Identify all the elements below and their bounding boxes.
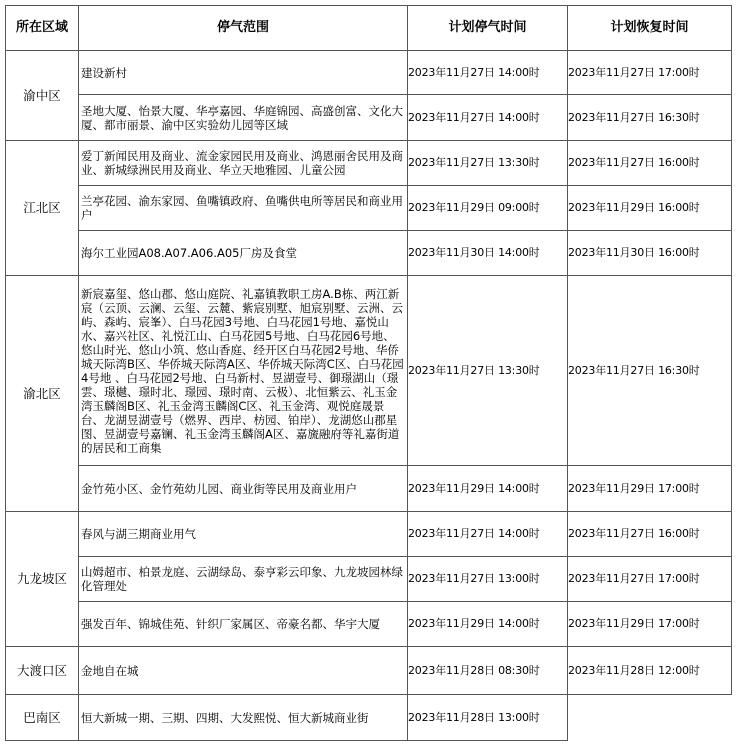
area-cell: 江北区: [6, 141, 79, 276]
area-cell: 巴南区: [6, 695, 79, 741]
table-row: [6, 231, 732, 276]
end-time-cell: 2023年11月30日 16:00时: [568, 231, 732, 276]
table-row: [6, 512, 732, 557]
table-row: [6, 95, 732, 141]
end-time-cell: 2023年11月27日 17:00时: [568, 51, 732, 95]
header-start-time: 计划停气时间: [408, 6, 568, 51]
start-time-cell: 2023年11月29日 14:00时: [408, 466, 568, 512]
end-time-cell: 2023年11月28日 12:00时: [568, 647, 732, 695]
end-time-cell: 2023年11月29日 16:00时: [568, 186, 732, 231]
end-time-cell: 2023年11月27日 16:30时: [568, 95, 732, 141]
end-time-cell: 2023年11月27日 16:30时: [568, 276, 732, 466]
start-time-cell: 2023年11月27日 13:30时: [408, 276, 568, 466]
scope-cell: 金地自在城: [79, 647, 408, 695]
header-row: [6, 6, 732, 51]
table-row: [6, 647, 732, 695]
start-time-cell: 2023年11月29日 14:00时: [408, 602, 568, 647]
table-row: [6, 51, 732, 95]
table-row: [6, 141, 732, 186]
start-time-cell: 2023年11月27日 14:00时: [408, 51, 568, 95]
end-time-cell: 2023年11月27日 17:00时: [568, 557, 732, 602]
area-cell: 大渡口区: [6, 647, 79, 695]
scope-cell: 爱丁新闻民用及商业、流金家园民用及商业、鸿恩丽舍民用及商业、新城绿洲民用及商业、华立天地雅园、儿童公园: [79, 141, 408, 186]
scope-cell: 圣地大厦、怡景大厦、华亭嘉园、华庭锦园、高盛创富、文化大厦、都市丽景、渝中区实验幼儿园等区域: [79, 95, 408, 141]
scope-cell: 恒大新城一期、三期、四期、大发熙悦、恒大新城商业街: [79, 695, 408, 741]
end-time-cell: 2023年11月29日 17:00时: [568, 602, 732, 647]
start-time-cell: 2023年11月28日 13:00时: [408, 695, 568, 741]
scope-cell: 建设新村: [79, 51, 408, 95]
table-row: [6, 557, 732, 602]
scope-cell: 新宸嘉玺、悠山郡、悠山庭院、礼嘉镇教职工房A.B栋、两江新宸（云顶、云澜、云玺、云麓、紫宸别墅、旭宸别墅、云洲、云屿、森屿、宸峯）、白马花园3号地、白马花园1号地、嘉悦山水、嘉兴社区、礼悦江山、白马花园5号地、白马花园6号地、悠山时光、悠山小筑、悠山香庭、经开区白马花园2号地、华侨城天际湾B区、华侨城天际湾A区、华侨城天际湾C区、白马花园4号地 、白马花园2号地、白马新村、昱湖壹号、御璟湖山（璟雲、璟樾、璟时北、璟园、璟时南、云极）、北恒紫云、礼玉金湾玉麟阁B区、礼玉金湾玉麟阁C区、礼玉金湾、观悦庭晟景台、龙湖昱湖壹号（燃界、西岸、枋园、铂岸）、龙湖悠山郡星图、昱湖壹号嘉镧、礼玉金湾玉麟阁A区、嘉旒融府等礼嘉街道的居民和工商集: [79, 276, 408, 466]
table-row: [6, 186, 732, 231]
scope-cell: 山姆超市、柏景龙庭、云湖绿岛、泰亨彩云印象、九龙坡园林绿化管理处: [79, 557, 408, 602]
end-time-cell: 2023年11月27日 16:00时: [568, 512, 732, 557]
scope-cell: 兰亭花园、渝东家园、鱼嘴镇政府、鱼嘴供电所等居民和商业用户: [79, 186, 408, 231]
end-time-cell: [568, 695, 732, 741]
area-cell: 九龙坡区: [6, 512, 79, 647]
start-time-cell: 2023年11月27日 14:00时: [408, 512, 568, 557]
area-cell: 渝中区: [6, 51, 79, 141]
start-time-cell: 2023年11月28日 08:30时: [408, 647, 568, 695]
header-area: 所在区域: [6, 6, 79, 51]
start-time-cell: 2023年11月27日 13:00时: [408, 557, 568, 602]
table-row: [6, 602, 732, 647]
table-row: [6, 276, 732, 466]
scope-cell: 海尔工业园A08.A07.A06.A05厂房及食堂: [79, 231, 408, 276]
start-time-cell: 2023年11月27日 13:30时: [408, 141, 568, 186]
table-row: [6, 466, 732, 512]
scope-cell: 春风与湖三期商业用气: [79, 512, 408, 557]
end-time-cell: 2023年11月27日 16:00时: [568, 141, 732, 186]
header-scope: 停气范围: [79, 6, 408, 51]
scope-cell: 强发百年、锦城佳苑、针织厂家属区、帝豪名都、华宇大厦: [79, 602, 408, 647]
start-time-cell: 2023年11月27日 14:00时: [408, 95, 568, 141]
table-row: [6, 695, 732, 741]
start-time-cell: 2023年11月29日 09:00时: [408, 186, 568, 231]
scope-cell: 金竹苑小区、金竹苑幼儿园、商业街等民用及商业用户: [79, 466, 408, 512]
outage-table: [5, 5, 732, 741]
start-time-cell: 2023年11月30日 14:00时: [408, 231, 568, 276]
area-cell: 渝北区: [6, 276, 79, 512]
header-end-time: 计划恢复时间: [568, 6, 732, 51]
end-time-cell: 2023年11月29日 17:00时: [568, 466, 732, 512]
